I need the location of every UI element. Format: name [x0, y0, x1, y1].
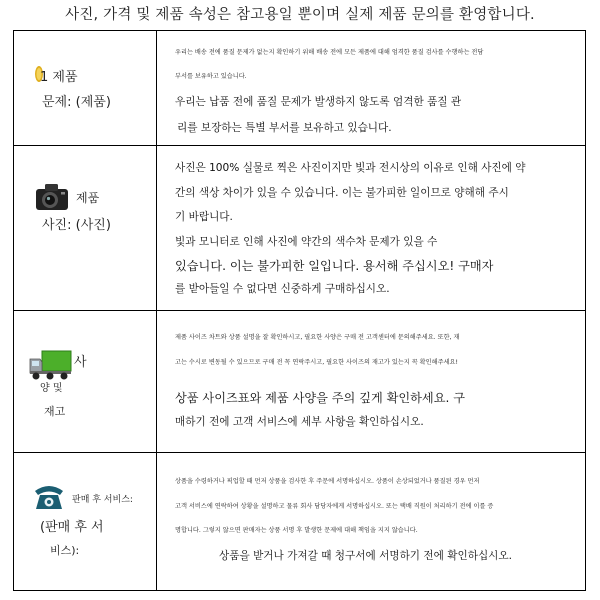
row-label-line2: 양 및 [40, 383, 63, 394]
table-row-after-sales [14, 453, 585, 590]
row-label-line3: 비스): [50, 544, 80, 557]
row-text-line: 를 받아들일 수 없다면 신중하게 구매하십시오. [175, 283, 390, 295]
row-text-line: 있습니다. 이는 불가피한 일입니다. 용서해 주십시오! 구매자 [175, 259, 494, 273]
table-row-specs [14, 311, 585, 453]
camera-icon [35, 182, 69, 212]
row-label-line3: 재고 [44, 405, 66, 418]
row-label-line1: 1 제품 [40, 70, 78, 85]
table-row-product [14, 31, 585, 146]
truck-icon [28, 349, 72, 381]
row-text-line: 우리는 배송 전에 품질 문제가 없는지 확인하기 위해 배송 전에 모든 제품에 대해 엄격한 품질 검사를 수행하는 전담 [175, 49, 484, 56]
row-text-line: 고는 수시로 변동될 수 있으므로 구매 전 꼭 연락주시고, 필요한 사이즈의 재고가 있는지 꼭 확인해주세요! [175, 359, 459, 366]
row-label-line1: 사 [74, 355, 87, 370]
row-label-line1: 판매 후 서비스: [72, 495, 133, 505]
row-label-line2: (판매 후 서 [40, 520, 104, 535]
row-content-cell [157, 146, 585, 310]
row-text-line: 간의 색상 차이가 있을 수 있습니다. 이는 불가피한 일이므로 양해해 주시 [175, 187, 509, 199]
row-text-line: 기 바랍니다. [175, 211, 233, 223]
row-text-line: 상품을 수령하거나 픽업할 때 먼저 상품을 검사한 후 주문에 서명하십시오. 상품이 손상되었거나 품질된 경우 먼저 [175, 478, 480, 485]
row-label-cell [14, 453, 157, 590]
row-text-line: 사진은 100% 실물로 찍은 사진이지만 빛과 전시상의 이유로 인해 사진에 약 [175, 162, 526, 174]
row-text-line: 매하기 전에 고객 서비스에 세부 사항을 확인하십시오. [175, 416, 424, 428]
row-content-cell [157, 311, 585, 452]
page-title: 사진, 가격 및 제품 속성은 참고용일 뿐이며 실제 제품 문의를 환영합니다. [65, 7, 535, 23]
telephone-icon [32, 483, 66, 511]
row-content-cell [157, 31, 585, 145]
row-text-line: 리를 보장하는 특별 부서를 보유하고 있습니다. [177, 122, 392, 134]
info-table [13, 30, 586, 591]
table-row-photo [14, 146, 585, 311]
row-text-line: 제품 사이즈 차트와 상품 설명을 잘 확인하시고, 필요한 사양은 구매 전 고객센터에 문의해주세요. 또한, 재 [175, 334, 460, 341]
row-label-cell [14, 146, 157, 310]
row-content-cell [157, 453, 585, 590]
row-label-line2: 사진: (사진) [42, 218, 111, 233]
row-label-cell [14, 31, 157, 145]
row-text-line: 상품을 받거나 가져갈 때 청구서에 서명하기 전에 확인하십시오. [219, 550, 513, 562]
row-label-line1: 제품 [76, 191, 100, 205]
row-text-line: 우리는 납품 전에 품질 문제가 발생하지 않도록 엄격한 품질 관 [175, 96, 462, 108]
row-text-line: 빛과 모니터로 인해 사진에 약간의 색수차 문제가 있을 수 [175, 236, 438, 248]
row-text-line: 상품 사이즈표와 제품 사양을 주의 깊게 확인하세요. 구 [175, 391, 466, 405]
row-text-line: 부서를 보유하고 있습니다. [175, 73, 247, 80]
row-label-line2: 문제: (제품) [42, 95, 111, 110]
row-text-line: 고객 서비스에 연락하여 상황을 설명하고 물류 회사 담당자에게 서명하십시오. 또는 택배 직원이 처리하기 전에 이를 증 [175, 503, 494, 510]
row-text-line: 명합니다. 그렇지 않으면 판매자는 상품 서명 후 발생한 문제에 대해 책임을 지지 않습니다. [175, 527, 418, 534]
row-label-cell [14, 311, 157, 452]
